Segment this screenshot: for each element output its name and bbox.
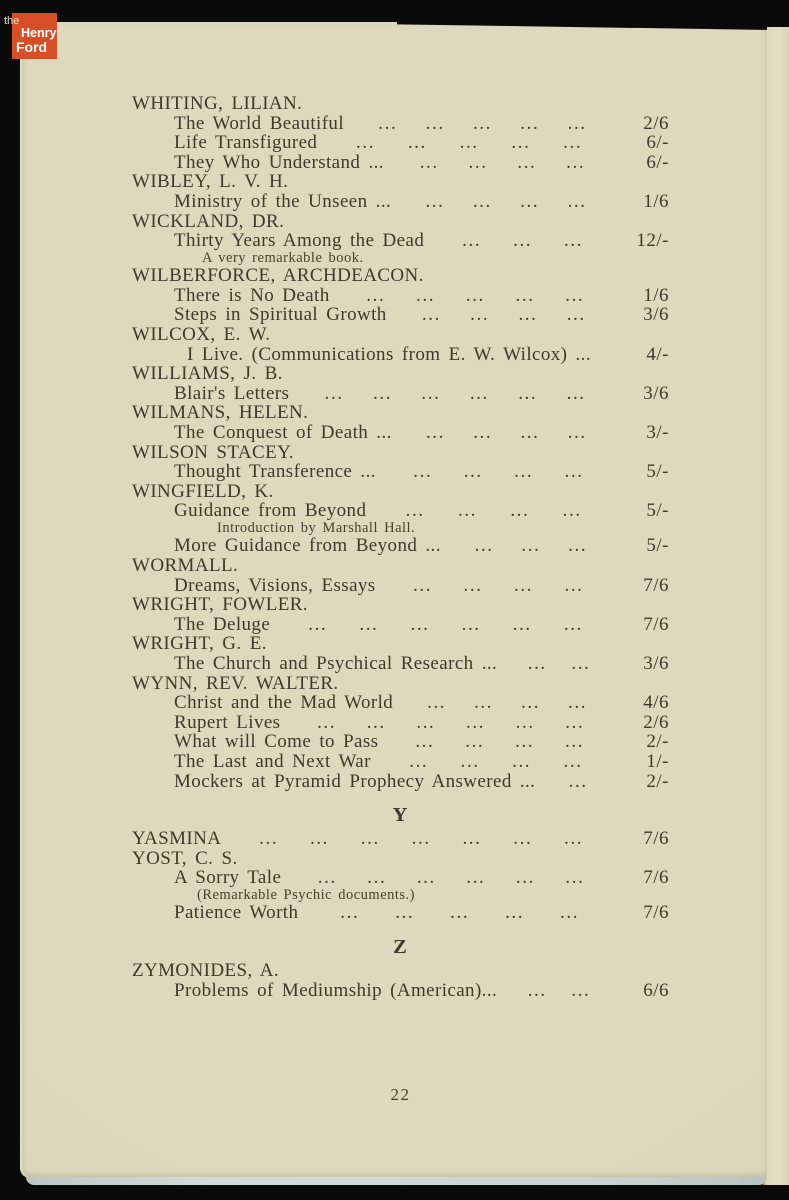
book-price: 7/6 <box>643 867 669 889</box>
dot-group: ... <box>515 868 535 888</box>
dot-group: ... <box>469 383 489 404</box>
logo-text-the: the <box>4 15 20 27</box>
author-name: ZYMONIDES, A. <box>132 960 280 982</box>
dot-group: ... <box>367 868 387 888</box>
dot-group: ... <box>520 191 540 212</box>
dot-group: ... <box>560 903 580 924</box>
book-row <box>132 345 669 365</box>
author-name: WRIGHT, G. E. <box>132 633 267 655</box>
book-title: Guidance from Beyond <box>174 500 367 522</box>
book-title: Blair's Letters <box>174 382 290 404</box>
dot-group: ... <box>457 501 478 521</box>
dot-group: ... <box>520 423 540 443</box>
dot-leader <box>424 231 621 251</box>
dot-group: ... <box>513 575 534 596</box>
dot-leader <box>393 693 621 713</box>
book-title: There is No Death <box>174 284 330 306</box>
dot-group: ... <box>309 829 330 849</box>
logo-text-ford: Ford <box>16 39 48 55</box>
dot-group: ... <box>427 693 447 713</box>
author-row <box>132 634 669 654</box>
dot-group: ... <box>421 383 441 404</box>
dot-group: ... <box>564 829 584 849</box>
book-price: 7/6 <box>643 828 669 850</box>
author-name: WICKLAND, DR. <box>132 210 285 232</box>
dot-group: ... <box>565 732 585 752</box>
dot-group: ... <box>566 383 586 404</box>
book-row <box>132 903 669 923</box>
book-title: Problems of Mediumship (American)... <box>174 979 498 1001</box>
book-title: The Last and Next War <box>174 751 371 772</box>
dot-group: ... <box>511 133 531 153</box>
dot-group: ... <box>360 829 380 849</box>
author-row <box>132 325 669 345</box>
book-title: The Conquest of Death ... <box>174 422 392 443</box>
dot-group: ... <box>317 712 337 733</box>
book-row <box>132 713 669 733</box>
dot-group: ... <box>567 113 587 134</box>
book-price: 5/- <box>646 461 669 483</box>
dot-group: ... <box>510 501 530 521</box>
book-title: Patience Worth <box>174 902 299 924</box>
section-letter-heading: Z <box>393 936 408 959</box>
author-name: WYNN, REV. WALTER. <box>132 672 339 694</box>
author-name: WILMANS, HELEN. <box>132 402 309 424</box>
book-price: 2/- <box>646 770 669 792</box>
dot-group: ... <box>563 752 583 772</box>
dot-group: ... <box>419 152 439 173</box>
dot-group: ... <box>356 133 376 153</box>
dot-leader <box>497 654 621 674</box>
author-name: WILLIAMS, J. B. <box>132 363 283 385</box>
dot-group: ... <box>515 712 535 733</box>
dot-leader <box>376 576 621 596</box>
dot-leader <box>281 868 621 888</box>
author-row <box>132 829 669 849</box>
dot-group: ... <box>515 285 535 306</box>
dot-group: ... <box>564 575 584 596</box>
book-title: A Sorry Tale <box>174 867 282 889</box>
dot-leader <box>289 384 621 404</box>
book-title: Dreams, Visions, Essays <box>174 574 376 596</box>
dot-group: ... <box>568 693 588 713</box>
dot-group: ... <box>563 614 583 635</box>
book-row <box>132 615 669 635</box>
dot-group: ... <box>527 654 547 674</box>
dot-group: ... <box>411 829 431 849</box>
book-row <box>132 305 669 325</box>
book-price: 3/6 <box>643 304 669 326</box>
book-title: The Deluge <box>174 613 271 635</box>
book-title: Ministry of the Unseen ... <box>174 190 392 212</box>
author-row <box>132 482 669 502</box>
dot-group: ... <box>410 614 430 635</box>
dot-leader <box>376 462 621 482</box>
dot-group: ... <box>518 305 538 326</box>
author-row <box>132 849 669 869</box>
author-row <box>132 403 669 423</box>
henry-ford-logo <box>4 13 57 59</box>
dot-group: ... <box>425 113 445 134</box>
dot-group: ... <box>413 575 433 596</box>
dot-group: ... <box>514 462 534 482</box>
book-row <box>132 732 669 752</box>
dot-group: ... <box>324 383 344 404</box>
book-title: Steps in Spiritual Growth <box>174 304 387 326</box>
book-price: 7/6 <box>643 902 669 924</box>
book-row <box>132 772 669 792</box>
book-title: Thirty Years Among the Dead <box>174 230 425 252</box>
logo-text-henry: Henry <box>21 26 57 40</box>
dot-group: ... <box>308 614 328 635</box>
dot-group: ... <box>565 868 585 888</box>
book-row <box>132 536 669 556</box>
dot-leader <box>441 536 621 556</box>
dot-group: ... <box>460 752 480 772</box>
page-edge-bottom <box>26 1177 767 1185</box>
book-row <box>132 654 669 674</box>
dot-leader <box>298 903 621 923</box>
book-price: 4/6 <box>643 692 669 714</box>
dot-group: ... <box>366 285 386 306</box>
dot-leader <box>317 133 621 153</box>
book-price: 2/6 <box>643 711 669 733</box>
scan-shadow-top <box>397 22 767 31</box>
dot-group: ... <box>462 231 482 251</box>
page-number: 22 <box>390 1085 411 1104</box>
dot-group: ... <box>465 285 485 306</box>
book-price: 5/- <box>646 500 669 522</box>
dot-group: ... <box>474 693 494 713</box>
dot-group: ... <box>465 712 486 733</box>
dot-group: ... <box>563 133 583 153</box>
dot-group: ... <box>566 305 586 326</box>
dot-group: ... <box>466 868 486 888</box>
book-row <box>132 423 669 443</box>
dot-group: ... <box>415 732 435 752</box>
book-row <box>132 286 669 306</box>
dot-group: ... <box>513 829 533 849</box>
dot-leader <box>344 114 621 134</box>
dot-group: ... <box>567 423 587 443</box>
book-price: 1/6 <box>643 284 669 306</box>
book-price: 3/6 <box>643 382 669 404</box>
dot-group: ... <box>513 231 533 251</box>
book-row <box>132 231 669 251</box>
book-row <box>132 462 669 482</box>
book-row <box>132 868 669 888</box>
dot-group: ... <box>568 536 588 557</box>
author-name: WORMALL. <box>132 555 239 577</box>
book-title: More Guidance from Beyond ... <box>174 535 441 557</box>
book-row <box>132 981 669 1001</box>
dot-leader <box>391 192 621 212</box>
book-price: 5/- <box>646 535 669 557</box>
dot-group: ... <box>565 285 585 306</box>
dot-group: ... <box>472 191 492 212</box>
dot-leader <box>392 423 621 443</box>
book-price: 2/6 <box>643 112 669 134</box>
dot-group: ... <box>395 903 415 924</box>
book-title: Christ and the Mad World <box>174 692 394 714</box>
book-title: I Live. (Communications from E. W. Wilcox) ... <box>187 343 591 365</box>
dot-group: ... <box>571 654 591 674</box>
author-row <box>132 364 669 384</box>
book-row <box>132 501 669 521</box>
book-row <box>132 133 669 153</box>
dot-group: ... <box>521 693 541 713</box>
book-price: 3/6 <box>643 653 669 675</box>
dot-group: ... <box>512 752 532 772</box>
author-row <box>132 266 669 286</box>
author-name: WIBLEY, L. V. H. <box>132 171 289 193</box>
dot-group: ... <box>416 285 436 306</box>
dot-leader <box>387 305 621 325</box>
dot-group: ... <box>416 868 436 888</box>
book-title: Mockers at Pyramid Prophecy Answered ... <box>174 770 536 792</box>
book-note: Introduction by Marshall Hall. <box>217 519 416 536</box>
dot-group: ... <box>421 305 441 326</box>
catalog-content <box>132 94 669 1000</box>
author-row <box>132 961 669 981</box>
dot-group: ... <box>465 732 485 752</box>
dot-group: ... <box>564 231 584 251</box>
author-name: WILSON STACEY. <box>132 441 294 463</box>
book-row <box>132 153 669 173</box>
dot-group: ... <box>512 614 532 635</box>
book-title: Thought Transference ... <box>174 461 376 483</box>
book-row <box>132 576 669 596</box>
dot-group: ... <box>565 712 585 733</box>
book-title: Rupert Lives <box>174 711 281 733</box>
dot-group: ... <box>521 536 541 557</box>
book-price: 12/- <box>636 230 669 252</box>
dot-leader <box>535 772 621 792</box>
scanned-page <box>20 22 767 1178</box>
book-price: 1/- <box>646 751 669 772</box>
dot-group: ... <box>562 501 582 521</box>
dot-group: ... <box>505 903 525 924</box>
dot-group: ... <box>567 191 587 212</box>
dot-group: ... <box>340 903 360 924</box>
dot-leader <box>371 752 621 772</box>
dot-group: ... <box>461 614 481 635</box>
dot-group: ... <box>366 712 386 733</box>
book-row <box>132 384 669 404</box>
book-note: A very remarkable book. <box>202 249 364 266</box>
author-row <box>132 674 669 694</box>
book-note: (Remarkable Psychic documents.) <box>197 886 416 903</box>
dot-group: ... <box>450 903 470 924</box>
dot-group: ... <box>527 980 547 1001</box>
book-price: 4/- <box>646 343 669 365</box>
dot-group: ... <box>566 152 586 173</box>
dot-group: ... <box>407 133 427 153</box>
author-row <box>132 94 669 114</box>
book-row <box>132 752 669 772</box>
author-row <box>132 443 669 463</box>
author-row <box>132 556 669 576</box>
book-title: They Who Understand ... <box>174 151 384 173</box>
dot-group: ... <box>413 462 433 482</box>
dot-group: ... <box>468 152 488 173</box>
book-price: 6/- <box>646 132 669 154</box>
dot-leader <box>330 286 621 306</box>
dot-leader <box>497 981 621 1001</box>
author-name: YASMINA <box>132 828 222 850</box>
section-letter-heading: Y <box>392 804 409 827</box>
author-name: WINGFIELD, K. <box>132 480 274 502</box>
author-row <box>132 595 669 615</box>
author-name: WHITING, LILIAN. <box>132 93 303 114</box>
book-row <box>132 114 669 134</box>
dot-group: ... <box>463 462 483 482</box>
dot-group: ... <box>473 423 493 443</box>
dot-group: ... <box>378 113 398 134</box>
book-price: 6/6 <box>643 979 669 1001</box>
book-title: Life Transfigured <box>174 132 318 154</box>
book-row <box>132 192 669 212</box>
dot-group: ... <box>520 113 540 134</box>
dot-group: ... <box>470 305 490 326</box>
dot-group: ... <box>474 536 494 557</box>
dot-group: ... <box>425 191 445 212</box>
dot-leader <box>384 153 621 173</box>
book-title: The World Beautiful <box>174 112 345 134</box>
dot-leader <box>378 732 621 752</box>
dot-leader <box>366 501 621 521</box>
dot-group: ... <box>517 152 537 173</box>
book-title: What will Come to Pass <box>174 731 379 753</box>
dot-group: ... <box>515 732 535 752</box>
author-name: WRIGHT, FOWLER. <box>132 594 308 616</box>
author-name: WILBERFORCE, ARCHDEACON. <box>132 265 424 287</box>
dot-group: ... <box>259 829 279 849</box>
dot-group: ... <box>405 501 425 521</box>
dot-group: ... <box>472 113 493 134</box>
dot-group: ... <box>416 712 436 733</box>
dot-group: ... <box>568 771 588 792</box>
book-price: 3/- <box>646 422 669 443</box>
dot-group: ... <box>459 133 479 153</box>
dot-group: ... <box>373 383 393 404</box>
dot-group: ... <box>571 980 591 1001</box>
book-row <box>132 693 669 713</box>
book-price: 2/- <box>646 731 669 753</box>
dot-group: ... <box>359 614 379 635</box>
book-price: 7/6 <box>643 574 669 596</box>
dot-group: ... <box>409 752 429 772</box>
dot-group: ... <box>564 462 584 482</box>
dot-group: ... <box>463 575 483 596</box>
dot-leader <box>221 829 621 849</box>
author-row <box>132 212 669 232</box>
book-title: The Church and Psychical Research ... <box>174 653 498 675</box>
dot-group: ... <box>425 423 446 443</box>
dot-group: ... <box>462 829 482 849</box>
dot-leader <box>270 615 621 635</box>
dot-group: ... <box>518 383 538 404</box>
dot-leader <box>280 713 621 733</box>
dot-group: ... <box>317 868 337 888</box>
book-price: 6/- <box>646 151 669 173</box>
author-name: YOST, C. S. <box>132 847 238 869</box>
book-price: 1/6 <box>643 190 669 212</box>
author-row <box>132 172 669 192</box>
book-price: 7/6 <box>643 613 669 635</box>
author-name: WILCOX, E. W. <box>132 324 271 346</box>
